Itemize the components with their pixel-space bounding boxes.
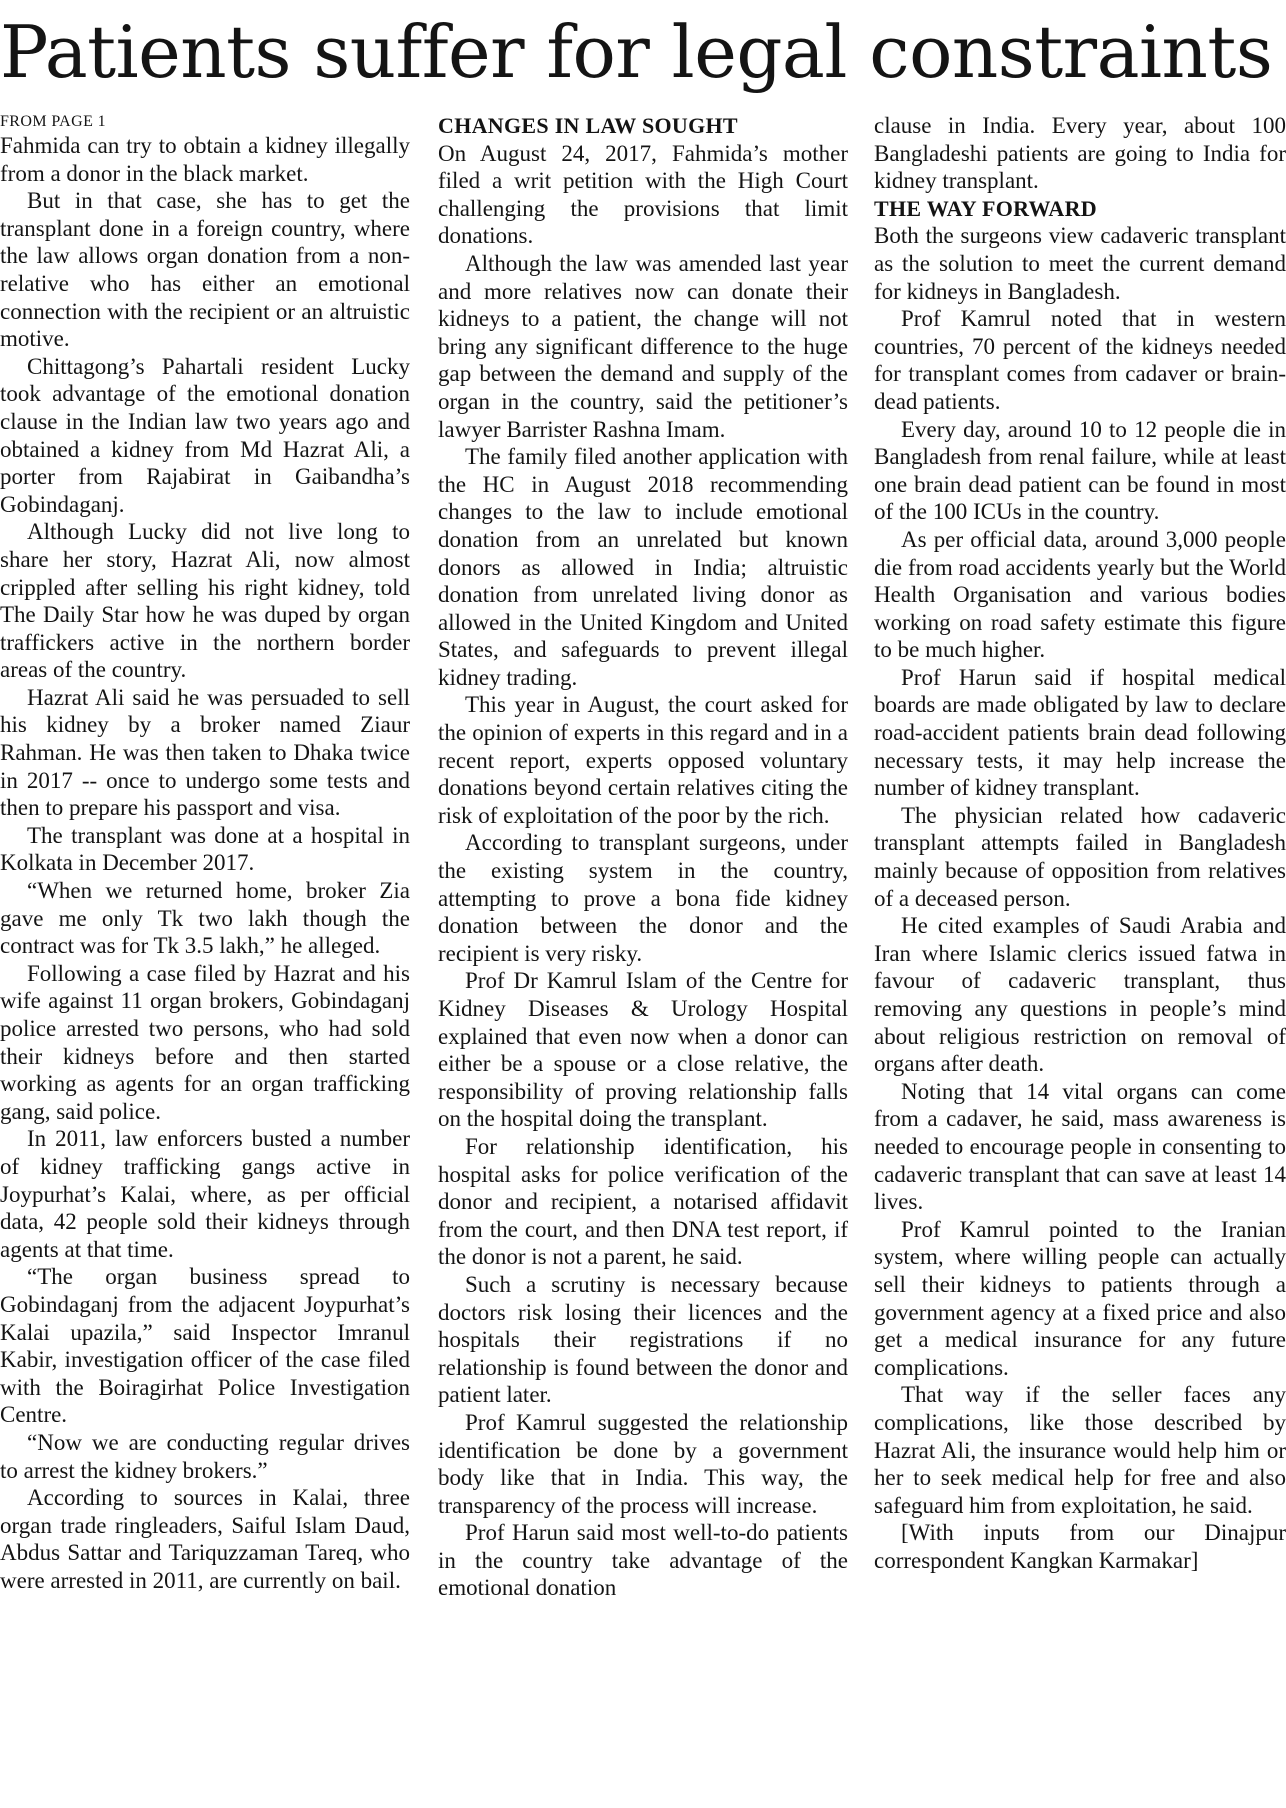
article-paragraph: In 2011, law enforcers busted a number of kidney trafficking gangs active in Joypurhat’s Kalai, where, as per official data, 42 people sold their kidneys through agents at that time. — [0, 1126, 410, 1262]
article-paragraph: Both the surgeons view cadaveric transplant as the solution to meet the current demand for kidneys in Bangladesh. — [874, 223, 1286, 304]
article-paragraph: Fahmida can try to obtain a kidney illegally from a donor in the black market. — [0, 133, 410, 186]
article-paragraph: Prof Harun said if hospital medical boards are made obligated by law to declare road-accident patients brain dead following necessary tests, it may help increase the number of kidney transplant. — [874, 664, 1286, 801]
article-paragraph: According to transplant surgeons, under the existing system in the country, attempting to prove a bona fide kidney donation between the donor and the recipient is very risky. — [438, 830, 848, 966]
article-paragraph: Prof Harun said most well-to-do patients in the country take advantage of the emotional donation — [438, 1520, 848, 1601]
article-paragraph: He cited examples of Saudi Arabia and Iran where Islamic clerics issued fatwa in favour of cadaveric transplant, thus removing any questions in people’s mind about religious restriction on removal of organs after death. — [874, 913, 1286, 1077]
article-paragraph: Following a case filed by Hazrat and his wife against 11 organ brokers, Gobindaganj police arrested two persons, who had sold their kidneys before and then started working as agents for an organ trafficking gang, said police. — [0, 960, 410, 1124]
article-paragraph: Prof Kamrul pointed to the Iranian system, where willing people can actually sell their kidneys to patients through a government agency at a fixed price and also get a medical insurance for any future complications. — [874, 1216, 1286, 1380]
article-paragraph: Prof Dr Kamrul Islam of the Centre for Kidney Diseases & Urology Hospital explained that even now when a donor can either be a spouse or a close relative, the responsibility of proving relationship falls on the hospital doing the transplant. — [438, 968, 848, 1132]
article-paragraph: “When we returned home, broker Zia gave me only Tk two lakh though the contract was for Tk 3.5 lakh,” he alleged. — [0, 878, 410, 959]
article-paragraph: “The organ business spread to Gobindaganj from the adjacent Joypurhat’s Kalai upazila,” said Inspector Imranul Kabir, investigation officer of the case filed with the Boiragirhat Police Investigation Centre. — [0, 1264, 410, 1428]
section-subhead: CHANGES IN LAW SOUGHT — [438, 113, 738, 138]
article-paragraph: The family filed another application with the HC in August 2018 recommending changes to the law to include emotional donation from an unrelated but known donors as allowed in India; altruistic donation from unrelated living donor as allowed in the United Kingdom and United States, and safeguards to prevent illegal kidney trading. — [438, 444, 848, 690]
article-paragraph: Such a scrutiny is necessary because doctors risk losing their licences and the hospitals their registrations if no relationship is found between the donor and patient later. — [438, 1271, 848, 1408]
article-paragraph: Chittagong’s Pahartali resident Lucky took advantage of the emotional donation clause in the Indian law two years ago and obtained a kidney from Md Hazrat Ali, a porter from Rajabirat in Gaibandha’s Gobindaganj. — [0, 353, 410, 517]
article-paragraph: On August 24, 2017, Fahmida’s mother filed a writ petition with the High Court challenging the provisions that limit donations. — [438, 140, 848, 249]
article-paragraph: This year in August, the court asked for the opinion of experts in this regard and in a recent report, experts opposed voluntary donations beyond certain relatives citing the risk of exploitation of the poor by the rich. — [438, 692, 848, 828]
article-paragraph: Hazrat Ali said he was persuaded to sell his kidney by a broker named Ziaur Rahman. He was then taken to Dhaka twice in 2017 -- once to undergo some tests and then to prepare his passport and visa. — [0, 684, 410, 821]
article-paragraph: Prof Kamrul noted that in western countries, 70 percent of the kidneys needed for transplant comes from cadaver or brain-dead patients. — [874, 306, 1286, 414]
article-column-1 — [0, 112, 410, 1594]
article-paragraph: The physician related how cadaveric transplant attempts failed in Bangladesh mainly because of opposition from relatives of a deceased person. — [874, 802, 1286, 911]
article-column-3 — [874, 112, 1286, 1574]
article-paragraph: Every day, around 10 to 12 people die in Bangladesh from renal failure, while at least one brain dead patient can be found in most of the 100 ICUs in the country. — [874, 416, 1286, 525]
article-paragraph: But in that case, she has to get the transplant done in a foreign country, where the law allows organ donation from a non-relative who has either an emotional connection with the recipient or an altruistic motive. — [0, 188, 410, 352]
article-paragraph: As per official data, around 3,000 people die from road accidents yearly but the World Health Organisation and various bodies working on road safety estimate this figure to be much higher. — [874, 526, 1286, 663]
article-paragraph: The transplant was done at a hospital in Kolkata in December 2017. — [0, 822, 410, 876]
article-paragraph: Although Lucky did not live long to share her story, Hazrat Ali, now almost crippled after selling his right kidney, told The Daily Star how he was duped by organ traffickers active in the northern border areas of the country. — [0, 519, 410, 683]
article-paragraph: According to sources in Kalai, three organ trade ringleaders, Saiful Islam Daud, Abdus Sattar and Tariquzzaman Tareq, who were arrested in 2011, are currently on bail. — [0, 1485, 410, 1593]
continuation-kicker: FROM PAGE 1 — [0, 113, 107, 130]
article-paragraph: Although the law was amended last year and more relatives now can donate their kidneys to a patient, the change will not bring any significant difference to the huge gap between the demand and supply of the organ in the country, said the petitioner’s lawyer Barrister Rashna Imam. — [438, 250, 848, 442]
article-paragraph: “Now we are conducting regular drives to arrest the kidney brokers.” — [0, 1429, 410, 1483]
article-paragraph: [With inputs from our Dinajpur correspondent Kangkan Karmakar] — [874, 1520, 1286, 1573]
section-subhead: THE WAY FORWARD — [874, 195, 1097, 221]
article-paragraph: Prof Kamrul suggested the relationship identification be done by a government body like that in India. This way, the transparency of the process will increase. — [438, 1409, 848, 1518]
article-paragraph: That way if the seller faces any complications, like those described by Hazrat Ali, the insurance would help him or her to seek medical help for free and also safeguard him from exploitation, he said. — [874, 1382, 1286, 1518]
article-paragraph: clause in India. Every year, about 100 Bangladeshi patients are going to India for kidney transplant. — [874, 113, 1286, 194]
headline: Patients suffer for legal constraints — [0, 10, 1273, 94]
article-column-2 — [438, 112, 848, 1602]
article-paragraph: Noting that 14 vital organs can come from a cadaver, he said, mass awareness is needed to encourage people in consenting to cadaveric transplant that can save at least 14 lives. — [874, 1078, 1286, 1215]
article-paragraph: For relationship identification, his hospital asks for police verification of the donor and recipient, a notarised affidavit from the court, and then DNA test report, if the donor is not a parent, he said. — [438, 1133, 848, 1270]
